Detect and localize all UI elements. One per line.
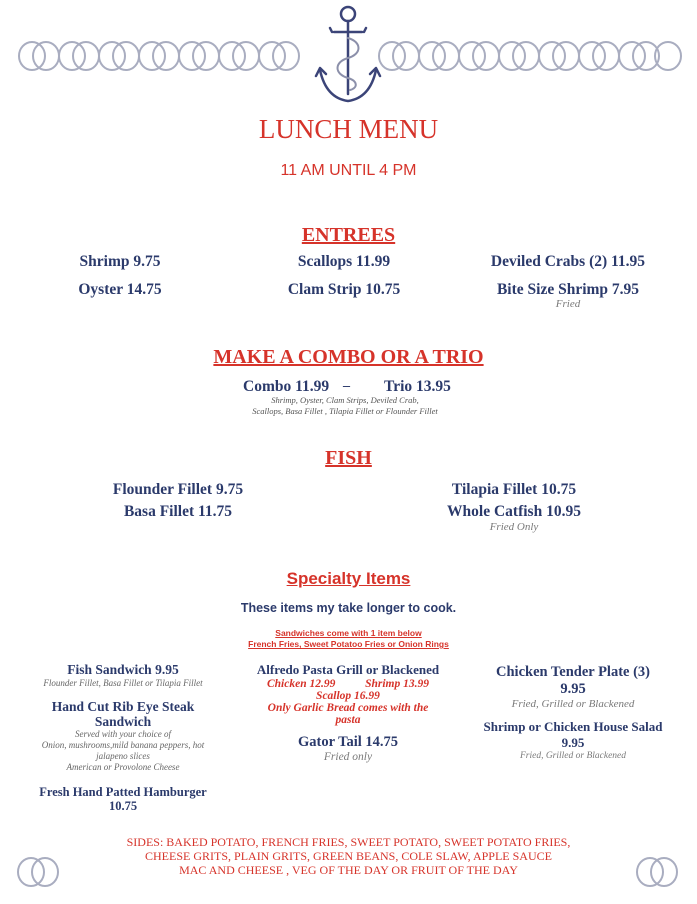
hours-text: 11 AM UNTIL 4 PM	[280, 162, 417, 179]
ribeye-sandwich-line2: Sandwich	[94, 714, 152, 729]
anchor-icon	[312, 2, 384, 110]
alfredo-options	[238, 678, 458, 690]
fish-note: Fried Only	[489, 521, 539, 533]
fish-sandwich-note: Flounder Fillet, Basa Fillet or Tilapia Fillet	[43, 678, 203, 688]
chicken-tender-plate: Chicken Tender Plate (3)	[496, 664, 650, 680]
entree-item: Scallops 11.99	[297, 253, 391, 270]
garlic-bread-line1: Only Garlic Bread comes with the	[267, 702, 429, 714]
combo-separator: _	[343, 374, 350, 389]
sides-line3: MAC AND CHEESE , VEG OF THE DAY OR FRUIT OF THE DAY	[179, 863, 518, 877]
specialty-heading-label: Specialty Items	[286, 569, 411, 588]
page-title: LUNCH MENU	[258, 114, 439, 144]
alfredo-shrimp: Shrimp 13.99	[365, 678, 430, 690]
entree-note: Fried	[555, 298, 581, 310]
sides-section	[0, 835, 697, 877]
trio-price: Trio 13.95	[384, 378, 451, 395]
combo-choices-line2: Scallops, Basa Fillet , Tilapia Fillet or Flounder Fillet	[252, 406, 438, 416]
alfredo-scallop: Scallop 16.99	[316, 690, 380, 702]
alfredo-chicken: Chicken 12.99	[266, 678, 336, 690]
garlic-bread-line2: pasta	[335, 714, 361, 726]
sides-line1: SIDES: BAKED POTATO, FRENCH FRIES, SWEET POTATO, SWEET POTATO FRIES,	[126, 835, 571, 849]
specialty-right-column	[468, 664, 678, 761]
combo-price: Combo 11.99	[243, 378, 330, 395]
house-salad: Shrimp or Chicken House Salad	[483, 719, 663, 734]
house-salad-price: 9.95	[561, 735, 585, 750]
entrees-heading-label: ENTREES	[301, 224, 396, 246]
ribeye-note-line4: American or Provolone Cheese	[66, 762, 180, 772]
entree-item: Bite Size Shrimp 7.95	[496, 281, 640, 298]
combo-heading-label: MAKE A COMBO OR A TRIO	[213, 346, 484, 368]
ribeye-note-line1: Served with your choice of	[75, 729, 171, 739]
ring-icon	[14, 854, 64, 890]
fish-sandwich: Fish Sandwich 9.95	[67, 662, 179, 677]
ribeye-note-line2: Onion, mushrooms,mild banana peppers, hot	[41, 740, 205, 750]
fish-heading	[0, 447, 697, 470]
ribeye-note-line3: jalapeno slices	[96, 751, 150, 761]
fish-item: Whole Catfish 10.95	[447, 503, 581, 520]
sandwich-note-line2: French Fries, Sweet Potatoo Fries or Onion Rings	[248, 639, 449, 649]
fish-heading-label: FISH	[325, 447, 372, 469]
entree-item: Clam Strip 10.75	[287, 281, 401, 298]
fish-item: Basa Fillet 11.75	[123, 503, 233, 520]
entree-item: Oyster 14.75	[78, 281, 162, 298]
chicken-tender-note: Fried, Grilled or Blackened	[511, 698, 635, 710]
gator-note: Fried only	[323, 751, 373, 763]
combo-choices-line1: Shrimp, Oyster, Clam Strips, Deviled Crab,	[271, 395, 419, 405]
specialty-subheading: These items my take longer to cook.	[240, 601, 457, 615]
entree-item: Shrimp 9.75	[79, 253, 161, 270]
entrees-heading	[0, 224, 697, 247]
entree-item: Deviled Crabs (2) 11.95	[490, 253, 646, 270]
alfredo-pasta: Alfredo Pasta Grill or Blackened	[256, 662, 440, 677]
house-salad-note: Fried, Grilled or Blackened	[519, 751, 627, 761]
specialty-left-column	[18, 662, 228, 813]
gator-tail: Gator Tail 14.75	[297, 734, 399, 750]
fish-item: Flounder Fillet 9.75	[112, 481, 244, 498]
sandwich-note-line1: Sandwiches come with 1 item below	[275, 628, 422, 638]
sides-line2: CHEESE GRITS, PLAIN GRITS, GREEN BEANS, COLE SLAW, APPLE SAUCE	[145, 849, 552, 863]
chicken-tender-price: 9.95	[560, 681, 586, 697]
ribeye-sandwich-line1: Hand Cut Rib Eye Steak	[51, 699, 195, 714]
hamburger-line1: Fresh Hand Patted Hamburger	[39, 785, 207, 799]
specialty-heading	[0, 569, 697, 589]
ring-icon	[633, 854, 683, 890]
fish-item: Tilapia Fillet 10.75	[451, 481, 577, 498]
combo-heading	[0, 346, 697, 369]
hamburger-line2: 10.75	[108, 799, 138, 813]
specialty-middle-column	[238, 662, 458, 763]
